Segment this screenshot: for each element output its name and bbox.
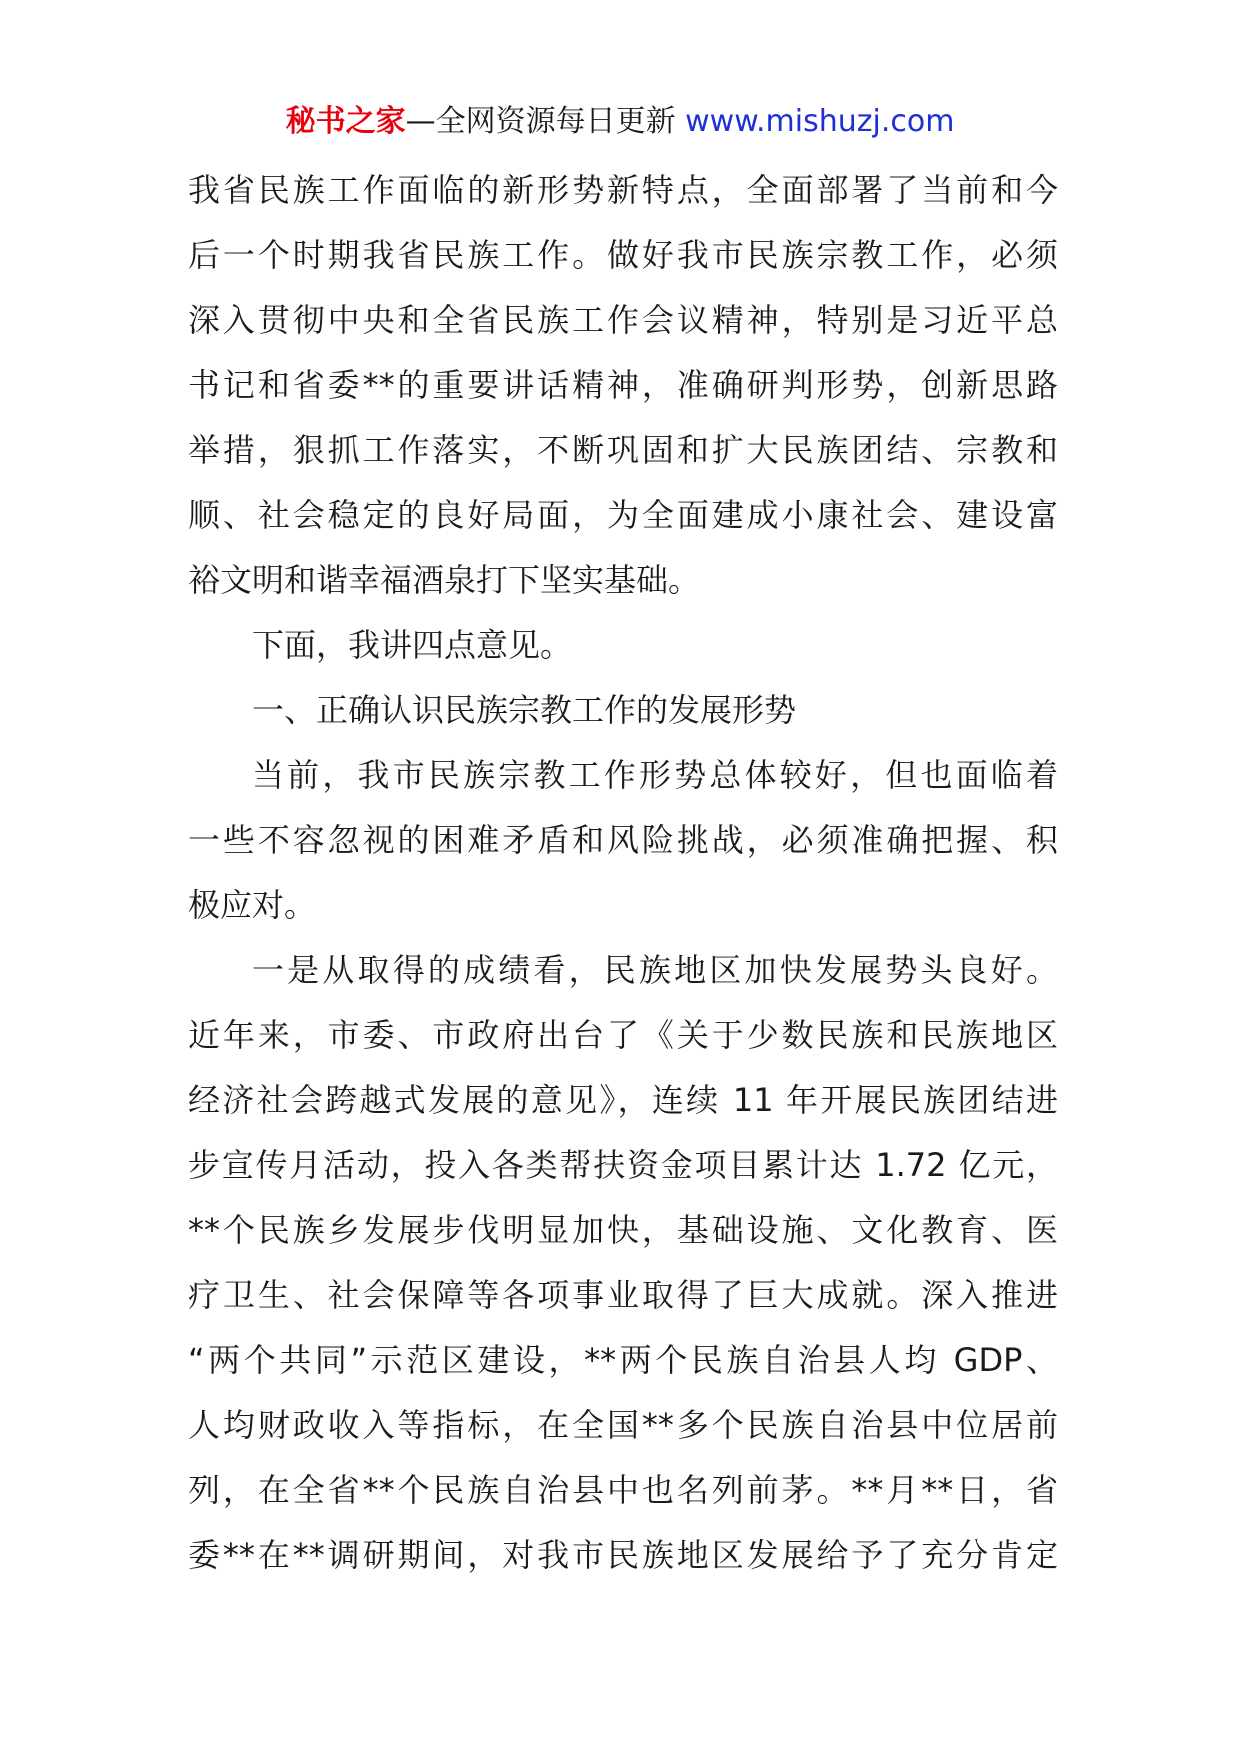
text-line: 人均财政收入等指标，在全国**多个民族自治县中位居前 — [188, 1406, 1058, 1444]
text-line: “两个共同”示范区建设，**两个民族自治县人均 GDP、 — [188, 1341, 1058, 1379]
document-body — [188, 158, 1058, 1588]
section-heading: 一、正确认识民族宗教工作的发展形势 — [252, 691, 797, 729]
text-line: 委**在**调研期间，对我市民族地区发展给予了充分肯定 — [188, 1536, 1058, 1574]
text-line: 步宣传月活动，投入各类帮扶资金项目累计达 1.72 亿元， — [188, 1146, 1058, 1184]
text-line: 深入贯彻中央和全省民族工作会议精神，特别是习近平总 — [188, 301, 1058, 339]
text-line: 疗卫生、社会保障等各项事业取得了巨大成就。深入推进 — [188, 1276, 1058, 1314]
page-header — [0, 102, 1240, 142]
header-tagline: —全网资源每日更新 — [405, 104, 686, 139]
text-line: 极应对。 — [188, 886, 317, 924]
text-line: 近年来，市委、市政府出台了《关于少数民族和民族地区 — [188, 1016, 1058, 1054]
text-line: 一是从取得的成绩看，民族地区加快发展势头良好。 — [252, 951, 1058, 989]
text-line: 书记和省委**的重要讲话精神，准确研判形势，创新思路 — [188, 366, 1058, 404]
header-url[interactable]: www.mishuzj.com — [685, 104, 955, 139]
text-line: 我省民族工作面临的新形势新特点，全面部署了当前和今 — [188, 171, 1058, 209]
text-line: 列，在全省**个民族自治县中也名列前茅。**月**日，省 — [188, 1471, 1058, 1509]
text-line: 当前，我市民族宗教工作形势总体较好，但也面临着 — [252, 756, 1058, 794]
text-line: 顺、社会稳定的良好局面，为全面建成小康社会、建设富 — [188, 496, 1058, 534]
text-line: 后一个时期我省民族工作。做好我市民族宗教工作，必须 — [188, 236, 1058, 274]
text-line: **个民族乡发展步伐明显加快，基础设施、文化教育、医 — [188, 1211, 1058, 1249]
text-line: 一些不容忽视的困难矛盾和风险挑战，必须准确把握、积 — [188, 821, 1058, 859]
text-line: 下面，我讲四点意见。 — [252, 626, 573, 664]
header-brand: 秘书之家 — [285, 104, 406, 139]
text-line: 举措，狠抓工作落实，不断巩固和扩大民族团结、宗教和 — [188, 431, 1058, 469]
text-line: 裕文明和谐幸福酒泉打下坚实基础。 — [188, 561, 701, 599]
text-line: 经济社会跨越式发展的意见》，连续 11 年开展民族团结进 — [188, 1081, 1058, 1119]
